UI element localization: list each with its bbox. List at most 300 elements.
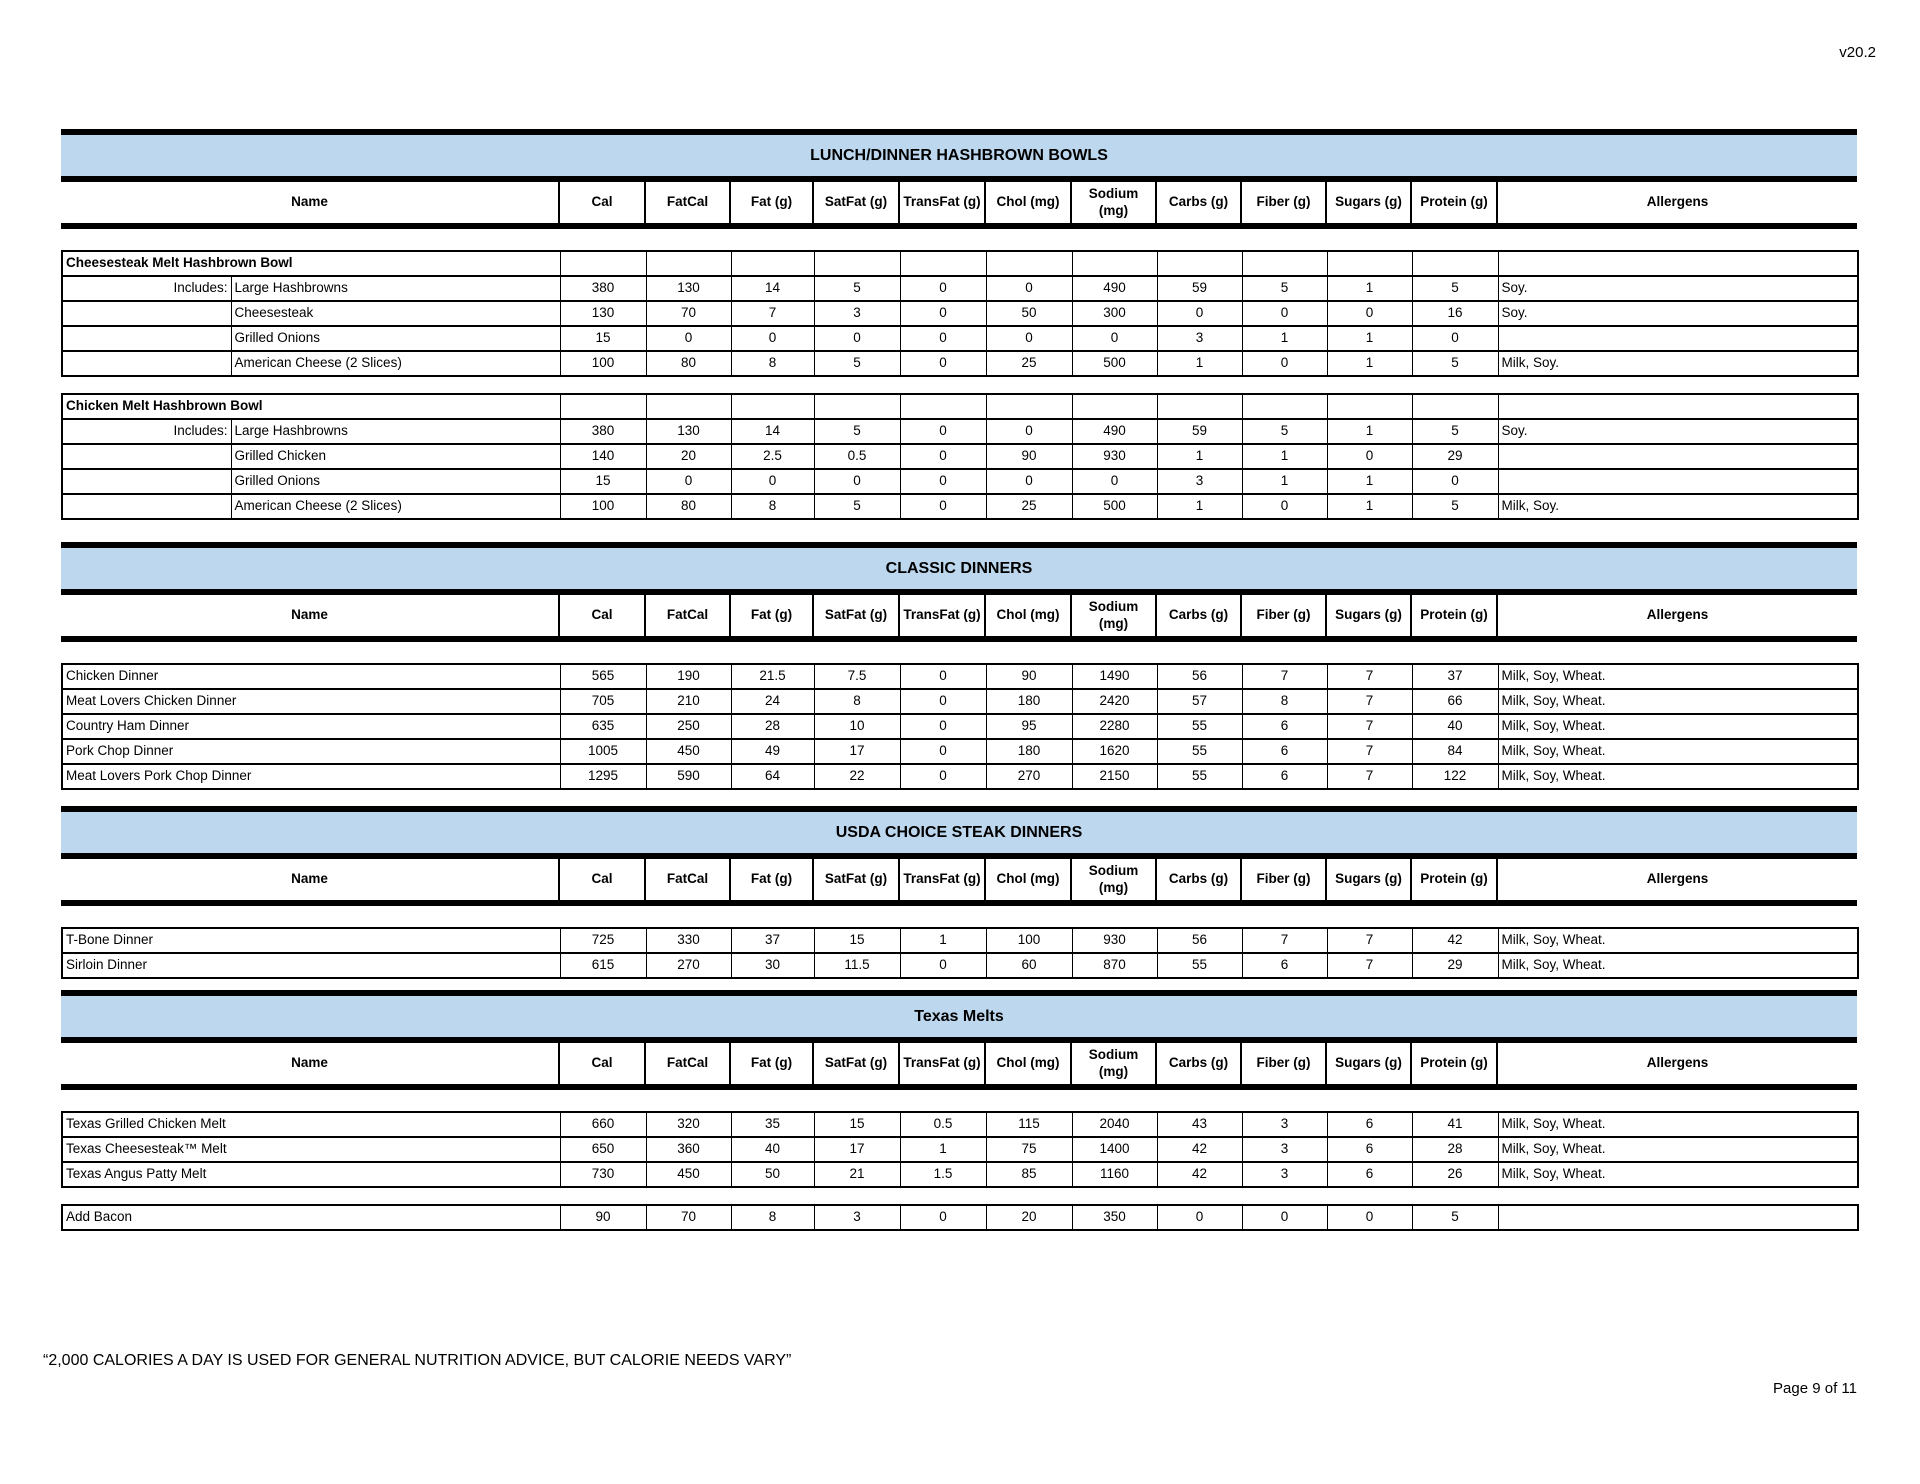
value-cell: 5 [1412,494,1498,519]
value-cell: 6 [1242,764,1327,789]
value-cell: 730 [560,1162,646,1187]
value-cell: 90 [986,444,1072,469]
item-name-cell: T-Bone Dinner [62,928,560,953]
item-name-cell: Large Hashbrowns [231,419,560,444]
includes-label-cell [62,469,231,494]
value-cell: 0 [986,469,1072,494]
empty-value-cell [986,251,1072,276]
empty-value-cell [1412,251,1498,276]
value-cell: 350 [1072,1205,1157,1230]
sections-container [61,129,1857,1231]
value-cell: 42 [1157,1162,1242,1187]
version-label: v20.2 [1839,44,1876,61]
allergens-cell: Milk, Soy, Wheat. [1498,1137,1858,1162]
value-cell: 25 [986,351,1072,376]
nutrition-table [61,250,1859,377]
value-cell: 7 [1242,928,1327,953]
value-cell: 635 [560,714,646,739]
empty-value-cell [1157,251,1242,276]
item-row [62,1205,1858,1230]
value-cell: 3 [814,301,900,326]
allergens-cell: Milk, Soy, Wheat. [1498,664,1858,689]
value-cell: 3 [1242,1112,1327,1137]
column-header: Allergens [1497,1043,1857,1084]
value-cell: 95 [986,714,1072,739]
value-cell: 1 [1157,494,1242,519]
value-cell: 0 [1412,326,1498,351]
column-header: Protein (g) [1411,595,1497,636]
value-cell: 1 [900,928,986,953]
item-row [62,469,1858,494]
includes-label-cell [62,351,231,376]
value-cell: 0 [900,469,986,494]
empty-value-cell [1072,394,1157,419]
column-header: Fat (g) [730,595,813,636]
value-cell: 615 [560,953,646,978]
value-cell: 930 [1072,444,1157,469]
includes-label-cell [62,444,231,469]
includes-label-cell: Includes: [62,419,231,444]
value-cell: 0 [900,689,986,714]
value-cell: 0 [900,714,986,739]
value-cell: 7 [731,301,814,326]
value-cell: 7 [1327,764,1412,789]
value-cell: 8 [814,689,900,714]
value-cell: 565 [560,664,646,689]
item-row [62,764,1858,789]
value-cell: 1490 [1072,664,1157,689]
value-cell: 1 [1327,494,1412,519]
header-row [61,182,1857,223]
column-header: Chol (mg) [985,859,1071,900]
value-cell: 5 [1242,276,1327,301]
value-cell: 16 [1412,301,1498,326]
column-header: Chol (mg) [985,1043,1071,1084]
item-row [62,953,1858,978]
value-cell: 2150 [1072,764,1157,789]
column-header: SatFat (g) [813,859,899,900]
value-cell: 0 [900,494,986,519]
item-name-cell: Grilled Chicken [231,444,560,469]
column-header: Protein (g) [1411,182,1497,223]
value-cell: 190 [646,664,731,689]
value-cell: 0 [1327,301,1412,326]
item-row [62,1112,1858,1137]
value-cell: 0 [1242,351,1327,376]
value-cell: 17 [814,1137,900,1162]
column-header: Name [61,182,559,223]
value-cell: 380 [560,419,646,444]
allergens-cell: Milk, Soy, Wheat. [1498,764,1858,789]
footer-disclaimer: “2,000 CALORIES A DAY IS USED FOR GENERAL NUTRITION ADVICE, BUT CALORIE NEEDS VARY” [43,1352,792,1369]
value-cell: 320 [646,1112,731,1137]
value-cell: 55 [1157,764,1242,789]
item-row [62,326,1858,351]
value-cell: 5 [1412,351,1498,376]
value-cell: 28 [731,714,814,739]
value-cell: 6 [1327,1112,1412,1137]
item-name-cell: Texas Cheesesteak™ Melt [62,1137,560,1162]
value-cell: 59 [1157,276,1242,301]
value-cell: 270 [646,953,731,978]
value-cell: 50 [731,1162,814,1187]
value-cell: 6 [1242,714,1327,739]
value-cell: 55 [1157,739,1242,764]
value-cell: 25 [986,494,1072,519]
value-cell: 130 [560,301,646,326]
item-name-cell: Cheesesteak [231,301,560,326]
value-cell: 70 [646,301,731,326]
value-cell: 80 [646,494,731,519]
value-cell: 1620 [1072,739,1157,764]
empty-value-cell [1327,394,1412,419]
value-cell: 37 [731,928,814,953]
column-header: Cal [559,595,645,636]
empty-value-cell [1242,251,1327,276]
value-cell: 0 [646,326,731,351]
value-cell: 0 [986,419,1072,444]
value-cell: 0 [900,301,986,326]
allergens-cell: Milk, Soy, Wheat. [1498,1112,1858,1137]
value-cell: 70 [646,1205,731,1230]
value-cell: 1 [900,1137,986,1162]
value-cell: 24 [731,689,814,714]
item-row [62,419,1858,444]
divider-bar [61,223,1857,229]
value-cell: 0 [986,276,1072,301]
value-cell: 20 [646,444,731,469]
value-cell: 35 [731,1112,814,1137]
value-cell: 0 [1157,301,1242,326]
empty-value-cell [1242,394,1327,419]
column-header: FatCal [645,1043,730,1084]
column-header: FatCal [645,182,730,223]
includes-label-cell [62,494,231,519]
value-cell: 7.5 [814,664,900,689]
value-cell: 3 [1157,326,1242,351]
value-cell: 7 [1327,714,1412,739]
value-cell: 300 [1072,301,1157,326]
allergens-cell: Milk, Soy, Wheat. [1498,953,1858,978]
column-header: Sodium (mg) [1071,859,1156,900]
column-header: Fiber (g) [1241,1043,1326,1084]
value-cell: 0 [1072,469,1157,494]
value-cell: 29 [1412,953,1498,978]
value-cell: 1 [1327,351,1412,376]
item-name-cell: Add Bacon [62,1205,560,1230]
empty-allergens-cell [1498,251,1858,276]
column-header: Cal [559,182,645,223]
item-row [62,301,1858,326]
nutrition-table [61,663,1859,790]
column-header: Sugars (g) [1326,182,1411,223]
value-cell: 450 [646,1162,731,1187]
allergens-cell: Soy. [1498,276,1858,301]
value-cell: 0 [900,739,986,764]
value-cell: 0 [900,326,986,351]
value-cell: 705 [560,689,646,714]
value-cell: 5 [1412,1205,1498,1230]
value-cell: 90 [986,664,1072,689]
section-title: CLASSIC DINNERS [61,548,1857,589]
value-cell: 3 [1157,469,1242,494]
value-cell: 8 [1242,689,1327,714]
value-cell: 100 [560,494,646,519]
value-cell: 7 [1242,664,1327,689]
column-header: Protein (g) [1411,859,1497,900]
allergens-cell: Milk, Soy, Wheat. [1498,739,1858,764]
value-cell: 5 [1242,419,1327,444]
value-cell: 0 [1242,1205,1327,1230]
value-cell: 40 [1412,714,1498,739]
item-name-cell: American Cheese (2 Slices) [231,351,560,376]
column-header: Name [61,595,559,636]
value-cell: 490 [1072,419,1157,444]
value-cell: 43 [1157,1112,1242,1137]
group-title-row [62,251,1858,276]
column-header: Fiber (g) [1241,859,1326,900]
value-cell: 1 [1242,469,1327,494]
item-row [62,928,1858,953]
value-cell: 115 [986,1112,1072,1137]
value-cell: 15 [560,469,646,494]
column-header-row [61,595,1857,636]
column-header: Sodium (mg) [1071,182,1156,223]
column-header: Fat (g) [730,859,813,900]
column-header: Allergens [1497,859,1857,900]
value-cell: 5 [1412,419,1498,444]
value-cell: 0 [900,664,986,689]
column-header: FatCal [645,859,730,900]
value-cell: 5 [814,276,900,301]
empty-value-cell [646,394,731,419]
section-title: USDA CHOICE STEAK DINNERS [61,812,1857,853]
column-header: Name [61,859,559,900]
section [61,806,1857,979]
value-cell: 64 [731,764,814,789]
value-cell: 15 [814,928,900,953]
group-title-cell: Chicken Melt Hashbrown Bowl [62,394,560,419]
empty-value-cell [900,251,986,276]
column-header: Cal [559,859,645,900]
empty-value-cell [731,394,814,419]
value-cell: 650 [560,1137,646,1162]
value-cell: 1160 [1072,1162,1157,1187]
value-cell: 1.5 [900,1162,986,1187]
section [61,129,1857,520]
value-cell: 3 [1242,1137,1327,1162]
item-name-cell: Texas Grilled Chicken Melt [62,1112,560,1137]
column-header-row [61,1043,1857,1084]
item-row [62,739,1858,764]
column-header: Carbs (g) [1156,182,1241,223]
item-name-cell: Sirloin Dinner [62,953,560,978]
column-header: Fat (g) [730,182,813,223]
value-cell: 30 [731,953,814,978]
value-cell: 6 [1327,1137,1412,1162]
value-cell: 0 [646,469,731,494]
value-cell: 1400 [1072,1137,1157,1162]
value-cell: 1 [1242,444,1327,469]
section-title: LUNCH/DINNER HASHBROWN BOWLS [61,135,1857,176]
value-cell: 0 [1072,326,1157,351]
item-row [62,1137,1858,1162]
empty-value-cell [1072,251,1157,276]
item-row [62,1162,1858,1187]
value-cell: 870 [1072,953,1157,978]
column-header: Carbs (g) [1156,859,1241,900]
value-cell: 29 [1412,444,1498,469]
header-row [61,1043,1857,1084]
column-header: Sugars (g) [1326,859,1411,900]
value-cell: 2040 [1072,1112,1157,1137]
column-header: Fiber (g) [1241,182,1326,223]
value-cell: 0 [1327,444,1412,469]
value-cell: 17 [814,739,900,764]
value-cell: 0 [731,469,814,494]
column-header: Cal [559,1043,645,1084]
value-cell: 5 [814,351,900,376]
empty-value-cell [560,251,646,276]
column-header: SatFat (g) [813,182,899,223]
value-cell: 725 [560,928,646,953]
item-row [62,494,1858,519]
empty-value-cell [646,251,731,276]
value-cell: 8 [731,494,814,519]
value-cell: 0.5 [900,1112,986,1137]
value-cell: 500 [1072,351,1157,376]
item-name-cell: American Cheese (2 Slices) [231,494,560,519]
value-cell: 80 [646,351,731,376]
allergens-cell: Milk, Soy. [1498,494,1858,519]
page-content [43,0,1857,1397]
allergens-cell [1498,469,1858,494]
value-cell: 90 [560,1205,646,1230]
item-row [62,714,1858,739]
value-cell: 140 [560,444,646,469]
section [61,542,1857,790]
value-cell: 60 [986,953,1072,978]
value-cell: 7 [1327,953,1412,978]
value-cell: 0 [900,419,986,444]
value-cell: 0 [1242,494,1327,519]
empty-value-cell [1157,394,1242,419]
value-cell: 0 [900,444,986,469]
allergens-cell: Milk, Soy, Wheat. [1498,1162,1858,1187]
value-cell: 6 [1327,1162,1412,1187]
value-cell: 0 [814,469,900,494]
value-cell: 100 [560,351,646,376]
empty-value-cell [560,394,646,419]
includes-label-cell [62,326,231,351]
item-name-cell: Country Ham Dinner [62,714,560,739]
column-header: Allergens [1497,182,1857,223]
group-title-cell: Cheesesteak Melt Hashbrown Bowl [62,251,560,276]
value-cell: 250 [646,714,731,739]
item-name-cell: Grilled Onions [231,469,560,494]
nutrition-table [61,1111,1859,1188]
allergens-cell [1498,1205,1858,1230]
value-cell: 500 [1072,494,1157,519]
value-cell: 2420 [1072,689,1157,714]
value-cell: 6 [1242,739,1327,764]
column-header: Chol (mg) [985,182,1071,223]
value-cell: 1 [1327,469,1412,494]
value-cell: 270 [986,764,1072,789]
value-cell: 930 [1072,928,1157,953]
column-header-row [61,859,1857,900]
value-cell: 0 [1157,1205,1242,1230]
value-cell: 28 [1412,1137,1498,1162]
value-cell: 1 [1157,444,1242,469]
value-cell: 0 [814,326,900,351]
value-cell: 7 [1327,664,1412,689]
value-cell: 180 [986,689,1072,714]
value-cell: 0 [900,764,986,789]
header-row [61,595,1857,636]
item-name-cell: Grilled Onions [231,326,560,351]
column-header: TransFat (g) [899,1043,985,1084]
value-cell: 130 [646,419,731,444]
column-header: Fat (g) [730,1043,813,1084]
value-cell: 14 [731,276,814,301]
column-header: TransFat (g) [899,595,985,636]
value-cell: 130 [646,276,731,301]
header-row [61,859,1857,900]
value-cell: 210 [646,689,731,714]
item-name-cell: Meat Lovers Chicken Dinner [62,689,560,714]
value-cell: 50 [986,301,1072,326]
group-title-row [62,394,1858,419]
value-cell: 0 [1412,469,1498,494]
column-header: TransFat (g) [899,182,985,223]
value-cell: 660 [560,1112,646,1137]
value-cell: 7 [1327,689,1412,714]
allergens-cell: Soy. [1498,301,1858,326]
value-cell: 1 [1157,351,1242,376]
value-cell: 3 [814,1205,900,1230]
allergens-cell [1498,326,1858,351]
divider-bar [61,1084,1857,1090]
column-header: Sodium (mg) [1071,1043,1156,1084]
empty-value-cell [814,394,900,419]
value-cell: 15 [814,1112,900,1137]
section [61,990,1857,1231]
value-cell: 85 [986,1162,1072,1187]
column-header: SatFat (g) [813,1043,899,1084]
value-cell: 59 [1157,419,1242,444]
value-cell: 40 [731,1137,814,1162]
empty-value-cell [986,394,1072,419]
value-cell: 450 [646,739,731,764]
allergens-cell: Milk, Soy. [1498,351,1858,376]
item-name-cell: Chicken Dinner [62,664,560,689]
value-cell: 0 [900,276,986,301]
value-cell: 0 [900,351,986,376]
column-header-row [61,182,1857,223]
item-name-cell: Large Hashbrowns [231,276,560,301]
item-row [62,276,1858,301]
value-cell: 11.5 [814,953,900,978]
allergens-cell: Milk, Soy, Wheat. [1498,689,1858,714]
includes-label-cell: Includes: [62,276,231,301]
value-cell: 26 [1412,1162,1498,1187]
value-cell: 15 [560,326,646,351]
value-cell: 10 [814,714,900,739]
value-cell: 21.5 [731,664,814,689]
item-name-cell: Texas Angus Patty Melt [62,1162,560,1187]
value-cell: 1 [1327,276,1412,301]
